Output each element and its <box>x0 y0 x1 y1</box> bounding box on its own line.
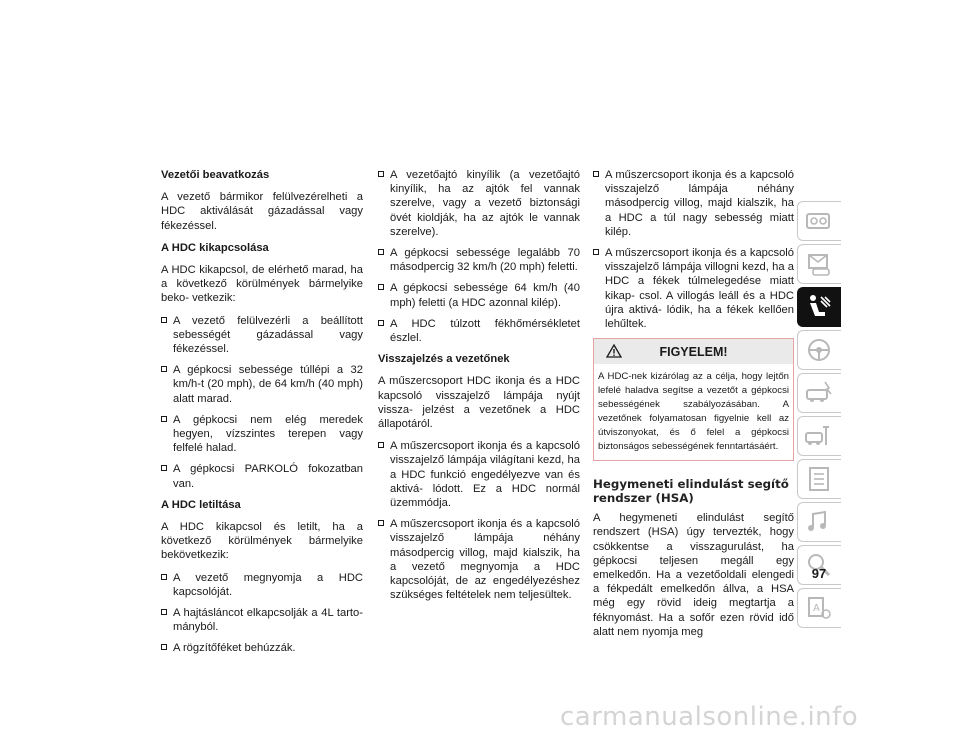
car-mail-icon <box>803 249 835 279</box>
heading-driver-feedback: Visszajelzés a vezetőnek <box>378 353 510 366</box>
tab-multimedia[interactable] <box>797 502 841 542</box>
column-1 <box>161 168 363 663</box>
music-phone-icon <box>803 507 835 537</box>
paragraph: A műszercsoport HDC ikonja és a HDC kapcsoló visszajelző lámpája nyújt vissza- jelzést a vezetőnek a HDC állapotáról. <box>378 375 580 431</box>
paragraph: A vezető bármikor felülvezérelheti a HDC aktiválását gázadással vagy fékezéssel. <box>161 191 363 232</box>
list-item: A gépkocsi sebessége 64 km/h (40 mph) feletti (a HDC azonnal kilép). <box>378 281 580 309</box>
list-item: A műszercsoport ikonja és a kapcsoló visszajelző lámpája néhány másodpercig villog, majd kialszik, ha a vezető megnyomja a HDC kapcsolóját, de az engedélyezéshez szükséges feltételek nem teljesültek. <box>378 517 580 602</box>
bullet-square-icon <box>378 320 384 326</box>
bullet-square-icon <box>161 416 167 422</box>
bullet-square-icon <box>161 644 167 650</box>
list-item: A rögzítőféket behúzzák. <box>161 641 363 655</box>
tab-starting-operating[interactable] <box>797 330 841 370</box>
warning-text: A HDC-nek kizárólag az a célja, hogy lejtőn lefelé haladva segítse a vezetőt a gépkocsi sebességének szabályozásában. A vezetőnek folyamatosan figyelnie kell az útviszonyokat, és ő felel a gépkocsi biztonságos sebességének fenntartásáért. <box>598 371 789 453</box>
list-item: A hajtásláncot elkapcsolják a 4L tarto- mányból. <box>161 606 363 634</box>
steering-wheel-icon <box>803 335 835 365</box>
warning-box <box>593 338 794 461</box>
list-item: A műszercsoport ikonja és a kapcsoló visszajelző lámpája néhány másodpercig villog, majd kialszik, ha a HDC a túl nagy sebesség miatt kilép. <box>593 168 794 239</box>
bullet-square-icon <box>378 249 384 255</box>
tab-index[interactable] <box>797 588 841 628</box>
bullet-square-icon <box>161 366 167 372</box>
bullet-square-icon <box>378 284 384 290</box>
list-item: A gépkocsi sebessége túllépi a 32 km/h-t (20 mph), de 64 km/h (40 mph) alatt marad. <box>161 363 363 406</box>
warning-title: FIGYELEM! <box>659 344 728 359</box>
index-icon <box>803 593 835 623</box>
list-item: A gépkocsi nem elég meredek hegyen, vízszintes terepen vagy felfelé halad. <box>161 413 363 456</box>
paragraph: A HDC kikapcsol és letilt, ha a következő körülmények bármelyike bekövetkezik: <box>161 521 363 562</box>
tab-dashboard[interactable] <box>797 201 841 241</box>
bullet-square-icon <box>378 171 384 177</box>
bullet-square-icon <box>161 317 167 323</box>
list-item: A gépkocsi sebessége legalább 70 másodpercig 32 km/h (20 mph) feletti. <box>378 246 580 274</box>
column-3 <box>593 168 794 647</box>
watermark: carmanualsonline.info <box>560 702 859 732</box>
tab-technical-specs[interactable] <box>797 459 841 499</box>
list-item: A HDC túlzott fékhőmérsékletet észlel. <box>378 317 580 345</box>
car-crash-icon <box>803 378 835 408</box>
bullet-square-icon <box>593 171 599 177</box>
bullet-square-icon <box>378 520 384 526</box>
list-item: A vezető felülvezérli a beállított sebességét gázadással vagy fékezéssel. <box>161 314 363 357</box>
list-item: A gépkocsi PARKOLÓ fokozatban van. <box>161 462 363 490</box>
bullet-square-icon <box>378 442 384 448</box>
heading-hdc-off: A HDC kikapcsolása <box>161 241 269 254</box>
paragraph: A HDC kikapcsol, de elérhető marad, ha a következő körülmények bármelyike beko- vetkezik: <box>161 264 363 305</box>
page-number: 97 <box>811 566 827 581</box>
list-item: A műszercsoport ikonja és a kapcsoló visszajelző lámpája világítani kezd, ha a HDC funkció engedélyezve van és aktivá- lódott. Ez a HDC normál üzemmódja. <box>378 439 580 510</box>
section-title-hsa: Hegymeneti elindulást segítő rendszer (HSA) <box>593 477 789 506</box>
list-item: A műszercsoport ikonja és a kapcsoló visszajelző lámpája villogni kezd, ha a HDC a fékek túlmelegedése miatt kikap- csol. A villogás leáll és a HDC újra aktivá- lódik, ha a fékek kellően lehűltek. <box>593 246 794 331</box>
paragraph: A hegymeneti elindulást segítő rendszert (HSA) úgy tervezték, hogy csökkentse a visszagurulást, ha gépkocsi teljesen megáll egy emelkedőn. Ha a vezetőoldali elengedi a fékpedált emelkedőn állva, a HSA még egy rövid ideig megtartja a féknyomást. Ha a sofőr ezen rövid idő alatt nem nyomja meg <box>593 512 794 638</box>
tab-servicing[interactable] <box>797 416 841 456</box>
seat-airbag-icon <box>803 292 835 322</box>
bullet-square-icon <box>161 609 167 615</box>
warning-triangle-icon <box>606 344 622 358</box>
bullet-square-icon <box>161 574 167 580</box>
heading-hdc-disable: A HDC letiltása <box>161 498 241 511</box>
list-item: A vezető megnyomja a HDC kapcsolóját. <box>161 571 363 599</box>
bullet-square-icon <box>593 249 599 255</box>
list-item: A vezetőajtó kinyílik (a vezetőajtó kinyílik, ha az ajtók fel vannak szerelve, vagy a vezető biztonsági övét kioldják, ha az ajtók le vannak szerelve). <box>378 168 580 239</box>
checklist-icon <box>803 464 835 494</box>
tab-safety[interactable] <box>797 287 841 327</box>
bullet-square-icon <box>161 465 167 471</box>
svg-text:A: A <box>813 603 820 614</box>
warning-header <box>594 339 793 364</box>
car-dashboard-icon <box>803 206 835 236</box>
tab-getting-to-know[interactable] <box>797 244 841 284</box>
heading-driver-override: Vezetői beavatkozás <box>161 169 270 181</box>
tab-emergency[interactable] <box>797 373 841 413</box>
column-2 <box>378 168 580 609</box>
car-service-icon <box>803 421 835 451</box>
